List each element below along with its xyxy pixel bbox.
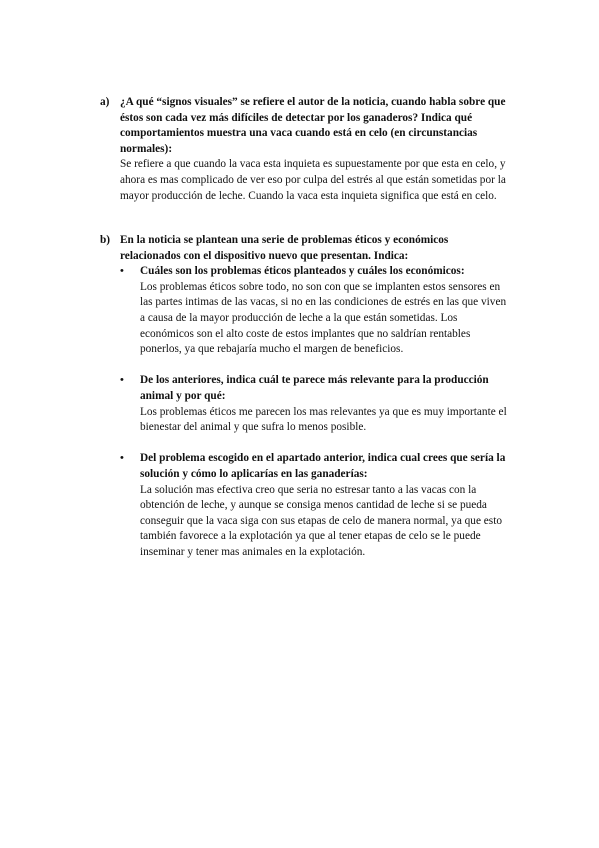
question-b-title: En la noticia se plantean una serie de problemas éticos y económicos relacionados con el dispositivo nuevo que presentan. Indica:: [120, 234, 449, 262]
question-a-body: [120, 95, 510, 204]
bullet-icon: •: [120, 452, 124, 465]
question-b-body: [120, 233, 510, 264]
question-a-marker: a): [100, 96, 110, 108]
question-b-item-2-title: De los anteriores, indica cuál te parece más relevante para la producción animal y por qué:: [140, 374, 489, 402]
question-b-item-3-answer: La solución mas efectiva creo que seria no estresar tanto a las vacas con la obtención de leche, y aunque se consiga menos cantidad de leche si se pueda conseguir que la vaca siga con sus etapas de celo de manera normal, ya que esto también favorece a la explotación ya que al tener etapas de celo se le puede inseminar y tener mas animales en la explotación.: [140, 483, 502, 558]
question-a: [100, 95, 510, 204]
question-b-item-3-title: Del problema escogido en el apartado anterior, indica cual crees que sería la solución y cómo lo aplicarías en las ganaderías:: [140, 452, 506, 480]
question-b-item-2-answer: Los problemas éticos me parecen los mas relevantes ya que es muy importante el bienestar del animal y que sufra lo menos posible.: [140, 405, 507, 434]
bullet-icon: •: [120, 265, 124, 278]
question-b-item-1: [120, 264, 510, 358]
question-a-title: ¿A qué “signos visuales” se refiere el autor de la noticia, cuando habla sobre que éstos son cada vez más difíciles de detectar por los ganaderos? Indica qué comportamientos muestra una vaca cuando está en celo (en circunstancias normales):: [120, 96, 506, 155]
question-b-item-1-title: Cuáles son los problemas éticos planteados y cuáles los económicos:: [140, 265, 465, 278]
question-b-item-1-answer: Los problemas éticos sobre todo, no son con que se implanten estos sensores en las partes intimas de las vacas, si no en las condiciones de estrés en las que viven a causa de la mayor producción de leche a la que están sometidas. Los económicos son el alto coste de estos implantes que no saldrían rentables ponerlos, ya que rebajaría mucho el margen de beneficios.: [140, 280, 507, 356]
bullet-icon: •: [120, 374, 124, 387]
question-b-marker: b): [100, 234, 111, 246]
question-b-item-3: [120, 451, 510, 560]
question-b-item-2: [120, 373, 510, 435]
question-a-answer: Se refiere a que cuando la vaca esta inquieta es supuestamente por que esta en celo, y ahora es mas complicado de ver eso por culpa del estrés al que están sometidas por la mayor producción de leche. Cuando la vaca esta inquieta significa que está en celo.: [120, 158, 506, 202]
question-b: [100, 233, 510, 560]
